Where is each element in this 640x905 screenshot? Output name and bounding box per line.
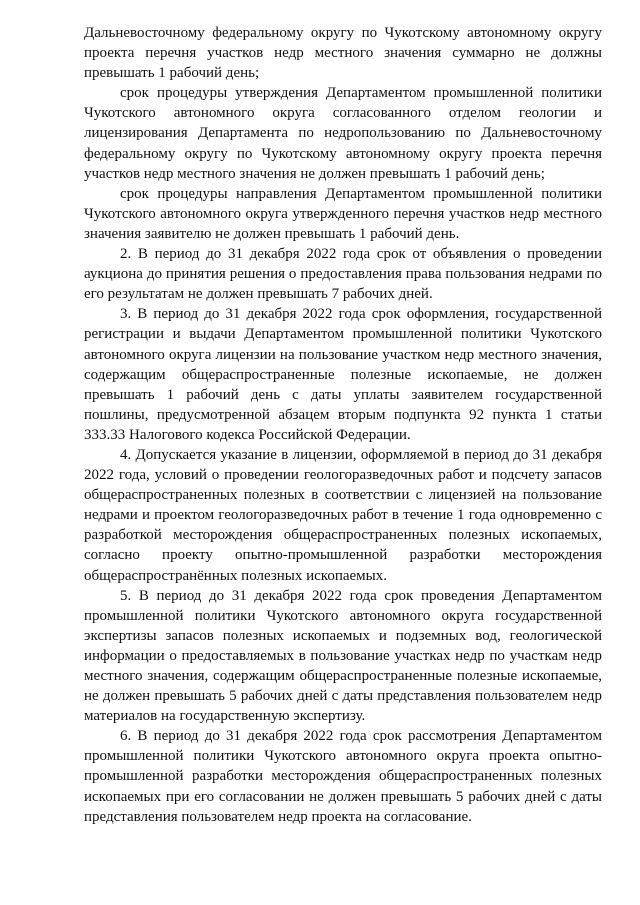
paragraph-continuation: Дальневосточному федеральному округу по Чукотскому автономному округу проекта перечня участков недр местного значения суммарно не должны превышать 1 рабочий день; <box>84 25 602 82</box>
paragraph-item-5: 5. В период до 31 декабря 2022 года срок проведения Департаментом промышленной политики Чукотского автономного округа государственной экспертизы запасов полезных ископаемых и подземных вод, геологической информации о предоставляемых в пользование участках недр по участкам недр местного значения, содержащим общераспространенные полезные ископаемые, не должен превышать 5 рабочих дней с даты представления пользователем недр материалов на государственную экспертизу. <box>84 587 602 725</box>
paragraph-item-4: 4. Допускается указание в лицензии, оформляемой в период до 31 декабря 2022 года, условий о проведении геологоразведочных работ и подсчету запасов общераспространенных полезных в соответствии с лицензией на пользование недрами и проектом геологоразведочных работ в течение 1 года одновременно с разработкой месторождения общераспространенных полезных ископаемых, согласно проекту опытно-промышленной разработки месторождения общераспространённых полезных ископаемых. <box>84 446 602 584</box>
paragraph-approval-term: срок процедуры утверждения Департаментом промышленной политики Чукотского автономного округа согласованного отделом геологии и лицензирования Департамента по недропользованию по Дальневосточному федеральному округу по Чукотскому автономному округу проекта перечня участков недр местного значения не должен превышать 1 рабочий день; <box>84 85 602 182</box>
paragraph-item-6: 6. В период до 31 декабря 2022 года срок рассмотрения Департаментом промышленной политики Чукотского автономного округа проекта опытно-промышленной разработки месторождения общераспространенных полезных ископаемых при его согласовании не должен превышать 5 рабочих дней с даты представления пользователем недр проекта на согласование. <box>84 728 602 825</box>
document-body <box>84 23 602 827</box>
paragraph-sending-term: срок процедуры направления Департаментом промышленной политики Чукотского автономного округа утвержденного перечня участков недр местного значения заявителю не должен превышать 1 рабочий день. <box>84 185 602 242</box>
paragraph-item-3: 3. В период до 31 декабря 2022 года срок оформления, государственной регистрации и выдачи Департаментом промышленной политики Чукотского автономного округа лицензии на пользование участком недр местного значения, содержащим общераспространенные полезные ископаемые, не должен превышать 1 рабочий день с даты уплаты заявителем государственной пошлины, предусмотренной абзацем вторым подпункта 92 пункта 1 статьи 333.33 Налогового кодекса Российской Федерации. <box>84 306 602 443</box>
paragraph-item-2: 2. В период до 31 декабря 2022 года срок от объявления о проведении аукциона до принятия решения о предоставления права пользования недрами по его результатам не должен превышать 7 рабочих дней. <box>84 246 602 303</box>
